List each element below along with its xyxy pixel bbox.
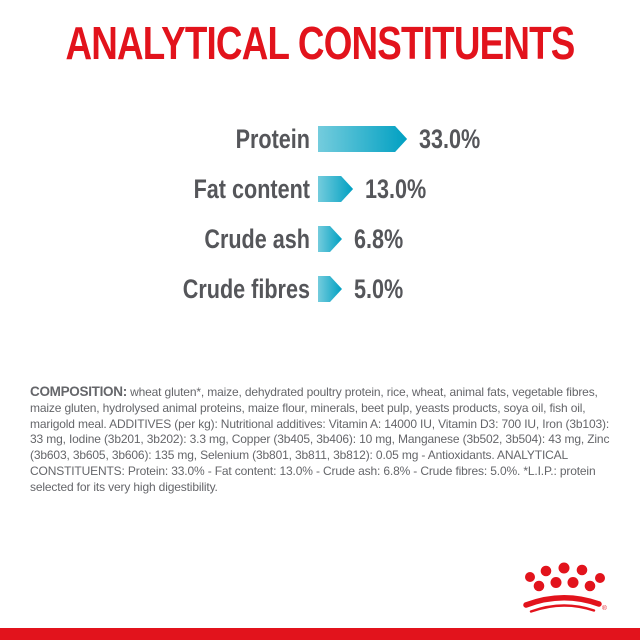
bar-label: Fat content [193, 173, 310, 204]
bar [318, 126, 407, 152]
constituents-chart [0, 123, 640, 326]
chart-row [0, 123, 640, 154]
bar-label: Crude fibres [182, 273, 310, 304]
page-title: ANALYTICAL CONSTITUENTS [65, 17, 575, 69]
bar [318, 226, 342, 252]
crown-band [526, 598, 599, 612]
chart-row [0, 273, 640, 304]
bar [318, 276, 342, 302]
bar [318, 176, 353, 202]
royal-canin-crown-logo [512, 556, 614, 626]
bar-value: 13.0% [365, 173, 427, 204]
chart-row [0, 223, 640, 254]
bar-label: Crude ash [204, 223, 310, 254]
crown-dots [525, 563, 605, 592]
bar-value: 6.8% [354, 223, 404, 254]
composition-label: COMPOSITION: [30, 384, 127, 399]
bar-label: Protein [235, 123, 310, 154]
composition-text: wheat gluten*, maize, dehydrated poultry protein, rice, wheat, animal fats, vegetable fibres, maize gluten, hydrolysed animal proteins, maize flour, minerals, beet pulp, yeasts products, soya oil, fish oil, marigold meal. ADDITIVES (per kg): Nutritional additives: Vitamin A: 14000 IU, Vitamin D3: 700 IU, Iron (3b103): 33 mg, Iodine (3b201, 3b202): 3.3 mg, Copper (3b405, 3b406): 10 mg, Manganese (3b502, 3b504): 43 mg, Zinc (3b603, 3b605, 3b606): 135 mg, Selenium (3b801, 3b811, 3b812): 0.05 mg - Antioxidants. ANALYTICAL CONSTITUENTS: Protein: 33.0% - Fat content: 13.0% - Crude ash: 6.8% - Crude fibres: 5.0%. *L.I.P.: protein selected for its very high digestibility. [30, 385, 610, 494]
bottom-red-band [0, 628, 640, 640]
bar-value: 33.0% [419, 123, 481, 154]
bar-value: 5.0% [354, 273, 404, 304]
registered-trademark-icon: ® [602, 605, 607, 612]
composition-paragraph [30, 384, 614, 496]
chart-row [0, 173, 640, 204]
